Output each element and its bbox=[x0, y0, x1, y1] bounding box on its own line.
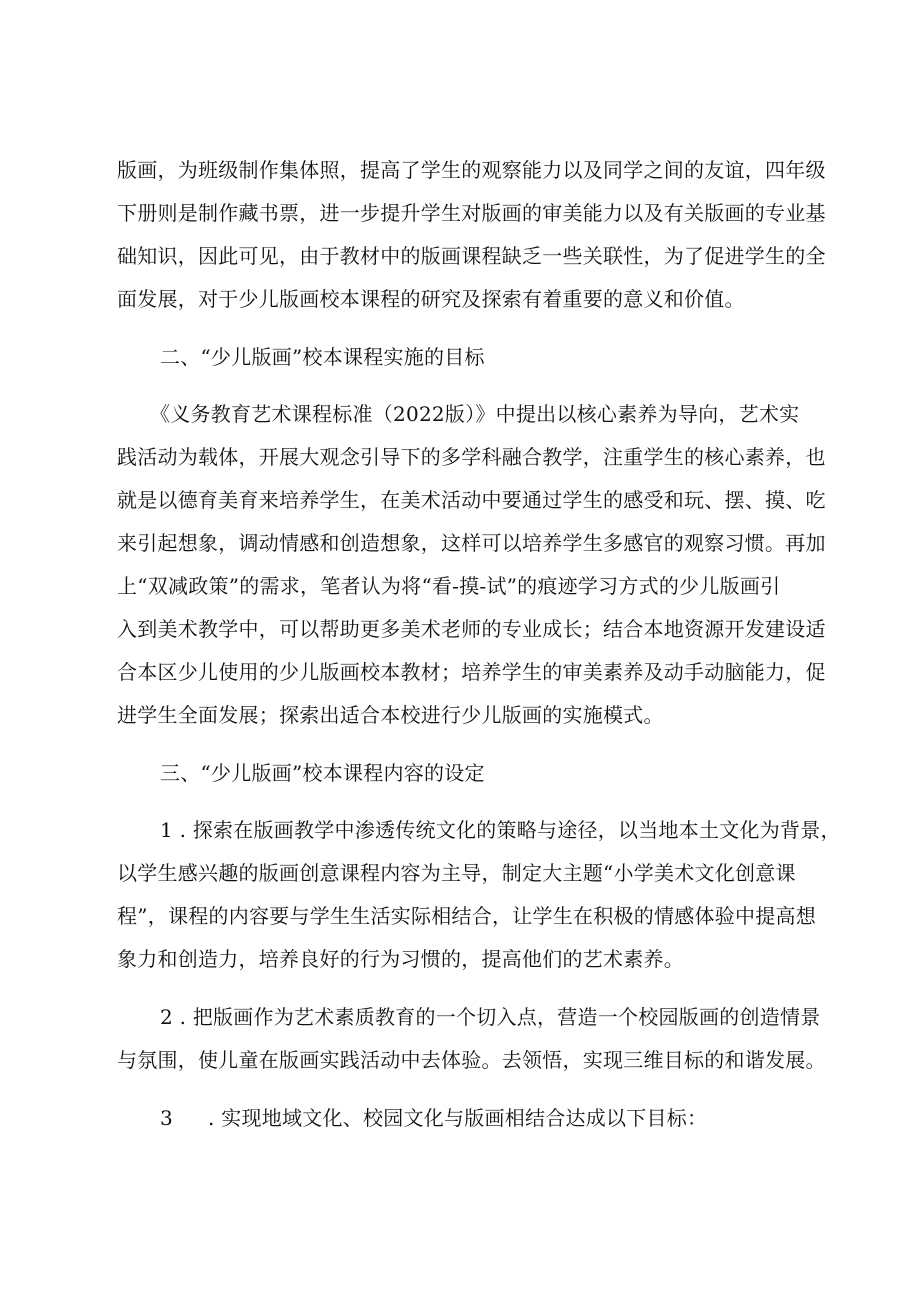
paragraph-2-line-1: 《义务教育艺术课程标准（2022版）》中提出以核心素养为导向，艺术实 bbox=[150, 402, 800, 426]
paragraph-2-line-5: 上“双减政策”的需求，笔者认为将“看-摸-试”的痕迹学习方式的少儿版画引 bbox=[117, 574, 781, 598]
paragraph-1-line-4: 面发展，对于少儿版画校本课程的研究及探索有着重要的意义和价值。 bbox=[117, 287, 745, 311]
item-3-line bbox=[160, 1106, 707, 1130]
paragraph-1-line-1: 版画，为班级制作集体照，提高了学生的观察能力以及同学之间的友谊，四年级 bbox=[117, 158, 826, 182]
item-1-line-4: 象力和创造力，培养良好的行为习惯的，提高他们的艺术素养。 bbox=[117, 947, 684, 971]
paragraph-2-line-6: 入到美术教学中，可以帮助更多美术老师的专业成长；结合本地资源开发建设适 bbox=[117, 617, 826, 641]
section-heading-3: 三、“少儿版画”校本课程内容的设定 bbox=[160, 761, 485, 785]
item-2-line-2: 与氛围，使儿童在版画实践活动中去体验。去领悟，实现三维目标的和谐发展。 bbox=[117, 1048, 826, 1072]
item-1-line-1: 1 . 探索在版画教学中渗透传统文化的策略与途径，以当地本土文化为背景， bbox=[160, 818, 841, 842]
item-3-number: 3 bbox=[160, 1106, 173, 1130]
paragraph-1-line-2: 下册则是制作藏书票，进一步提升学生对版画的审美能力以及有关版画的专业基 bbox=[117, 201, 826, 225]
section-heading-2: 二、“少儿版画”校本课程实施的目标 bbox=[160, 345, 485, 369]
item-3-text: . 实现地域文化、校园文化与版画相结合达成以下目标： bbox=[208, 1106, 708, 1130]
paragraph-2-line-2: 践活动为载体，开展大观念引导下的多学科融合教学，注重学生的核心素养，也 bbox=[117, 445, 826, 469]
paragraph-2-line-8: 进学生全面发展；探索出适合本校进行少儿版画的实施模式。 bbox=[117, 703, 664, 727]
item-1-line-2: 以学生感兴趣的版画创意课程内容为主导，制定大主题“小学美术文化创意课 bbox=[117, 861, 796, 885]
paragraph-1-line-3: 础知识，因此可见，由于教材中的版画课程缺乏一些关联性，为了促进学生的全 bbox=[117, 244, 826, 268]
paragraph-2-line-7: 合本区少儿使用的少儿版画校本教材；培养学生的审美素养及动手动脑能力，促 bbox=[117, 660, 826, 684]
paragraph-2-line-3: 就是以德育美育来培养学生，在美术活动中要通过学生的感受和玩、摆、摸、吃 bbox=[117, 488, 826, 512]
item-2-line-1: 2 . 把版画作为艺术素质教育的一个切入点，营造一个校园版画的创造情景 bbox=[160, 1005, 821, 1029]
paragraph-2-line-4: 来引起想象，调动情感和创造想象，这样可以培养学生多感官的观察习惯。再加 bbox=[117, 531, 826, 555]
item-1-line-3: 程”，课程的内容要与学生生活实际相结合，让学生在积极的情感体验中提高想 bbox=[117, 904, 816, 928]
